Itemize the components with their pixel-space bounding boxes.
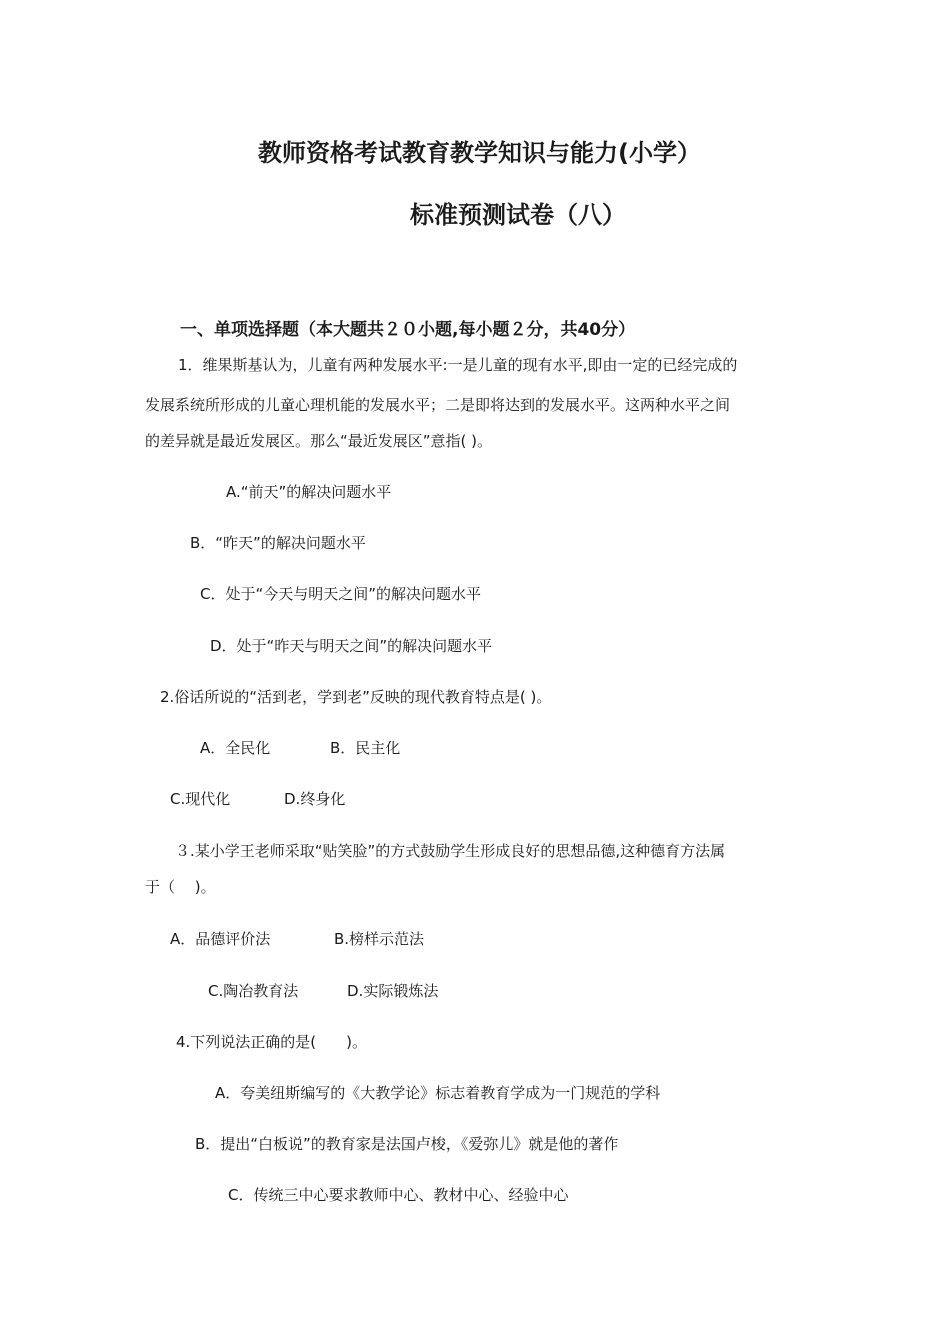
section-heading: 一、单项选择题（本大题共２０小题,每小题２分，共40分） [180,320,636,340]
question-1-option-a: A.“前天”的解决问题水平 [226,483,392,501]
question-2-option-b: B．民主化 [330,739,401,757]
question-3-option-a: A．品德评价法 [170,930,271,948]
question-2-option-a: A．全民化 [200,739,271,757]
question-3-option-b: B.榜样示范法 [334,930,425,948]
question-3-option-c: C.陶冶教育法 [208,982,299,1000]
question-1-stem-line-1: 1．维果斯基认为，儿童有两种发展水平:一是儿童的现有水平,即由一定的已经完成的 [178,356,738,374]
document-title-line-1: 教师资格考试教育教学知识与能力(小学） [258,139,701,167]
question-4-option-c: C．传统三中心要求教师中心、教材中心、经验中心 [228,1186,569,1204]
question-1-option-b: B．“昨天”的解决问题水平 [190,534,366,552]
question-1-stem-line-2: 发展系统所形成的儿童心理机能的发展水平；二是即将达到的发展水平。这两种水平之间 [145,396,731,414]
question-3-stem-line-1: ３.某小学王老师采取“贴笑脸”的方式鼓励学生形成良好的思想品德,这种德育方法属 [175,842,726,860]
question-4-option-b: B．提出“白板说”的教育家是法国卢梭，《爱弥儿》就是他的著作 [195,1135,619,1153]
question-3-option-d: D.实际锻炼法 [347,982,439,1000]
question-1-option-c: C．处于“今天与明天之间”的解决问题水平 [200,585,482,603]
question-4-option-a: A．夸美纽斯编写的《大教学论》标志着教育学成为一门规范的学科 [215,1084,661,1102]
document-title-line-2: 标准预测试卷（八） [410,201,626,229]
question-1-stem-line-3: 的差异就是最近发展区。那么“最近发展区”意指( )。 [145,432,493,450]
question-3-stem-line-2: 于（ )。 [145,878,216,896]
question-4-stem: 4.下列说法正确的是( )。 [176,1033,368,1051]
question-2-option-c: C.现代化 [170,790,231,808]
question-1-option-d: D．处于“昨天与明天之间”的解决问题水平 [210,637,493,655]
question-2-option-d: D.终身化 [284,790,346,808]
question-2-stem: 2.俗话所说的“活到老，学到老”反映的现代教育特点是( )。 [160,688,552,706]
